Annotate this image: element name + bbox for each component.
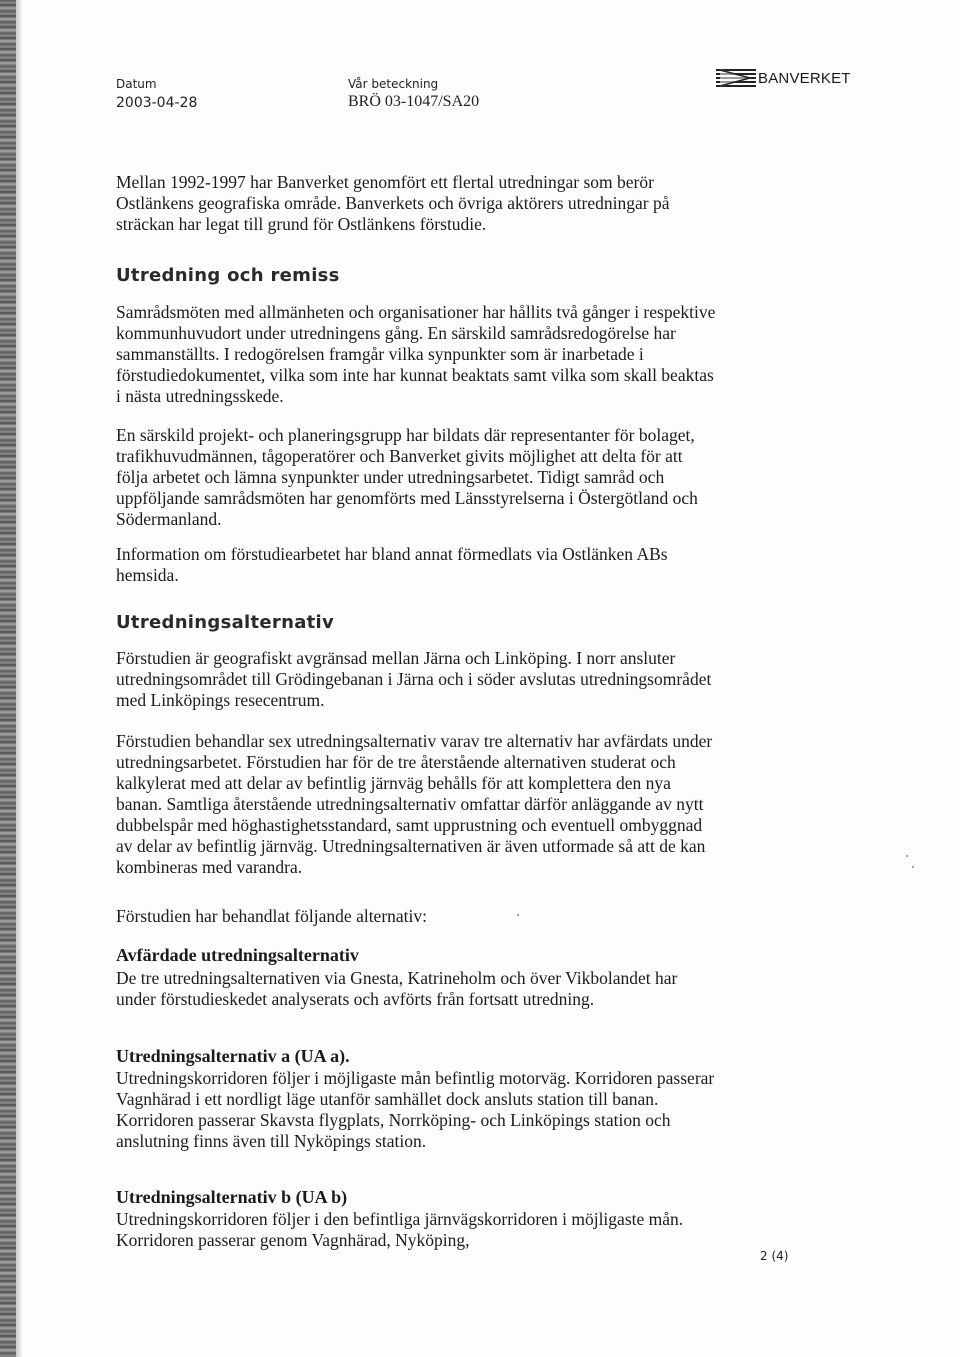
section-heading-utredningsalternativ: Utredningsalternativ [116, 612, 335, 633]
brand-name: BANVERKET [758, 69, 851, 87]
paragraph-ua-b: Utredningskorridoren följer i den befintliga järnvägskorridoren i möjligaste mån. Korridoren passerar genom Vagnhärad, Nyköping, [116, 1209, 684, 1250]
paragraph-geografiskt: Förstudien är geografiskt avgränsad mellan Järna och Linköping. I norr ansluter utredningsområdet till Grödingebanan i Järna och i söder avslutas utredningsområdet med Linköpings resecentrum. [116, 648, 712, 710]
subheading-ua-b: Utredningsalternativ b (UA b) [116, 1187, 348, 1207]
subheading-ua-a: Utredningsalternativ a (UA a). [116, 1046, 350, 1066]
paragraph-samradsmoten: Samrådsmöten med allmänheten och organisationer har hållits två gånger i respektive kommunhuvudort under utredningens gång. En särskild samrådsredogörelse har sammanställts. I redogörelsen framgår vilka synpunkter som är inarbetade i förstudiedokumentet, vilka som inte har kunnat beaktats samt vilka som skall beaktas i nästa utredningsskede. [116, 302, 716, 406]
paragraph-information: Information om förstudiearbetet har bland annat förmedlats via Ostlänken ABs hemsida. [116, 544, 668, 585]
section-heading-utredning: Utredning och remiss [116, 265, 340, 286]
scan-speck [906, 855, 908, 857]
date-value: 2003-04-28 [116, 95, 198, 111]
scan-speck [912, 866, 914, 868]
page-number: 2 (4) [760, 1249, 789, 1263]
subheading-avfardade: Avfärdade utredningsalternativ [116, 945, 359, 965]
paragraph-avfardade: De tre utredningsalternativen via Gnesta, Katrineholm och över Vikbolandet har under förstudieskedet analyserats och avförts från fortsatt utredning. [116, 968, 678, 1009]
scan-speck [517, 914, 519, 916]
scan-edge-artifact [0, 0, 16, 1357]
intro-paragraph: Mellan 1992-1997 har Banverket genomfört ett flertal utredningar som berör Ostlänkens geografiska område. Banverkets och övriga aktörers utredningar på sträckan har legat till grund för Ostlänkens förstudie. [116, 172, 670, 234]
paragraph-sex-alternativ: Förstudien behandlar sex utredningsalternativ varav tre alternativ har avfärdats under utredningsarbetet. Förstudien har för de tre återstående alternativen studerat och kalkylerat med att delar av befintlig järnväg behålls för att komplettera den nya banan. Samtliga återstående utredningsalternativ omfattar därför anläggande av nytt dubbelspår med höghastighetsstandard, samt upprustning och eventuell ombyggnad av delar av befintlig järnväg. Utredningsalternativen är även utformade så att de kan kombineras med varandra. [116, 731, 713, 877]
brand-logo [716, 68, 851, 88]
scan-edge-shadow [16, 0, 22, 1357]
reference-value: BRÖ 03-1047/SA20 [348, 93, 480, 110]
banverket-logo-icon [716, 68, 756, 88]
paragraph-ua-a: Utredningskorridoren följer i möjligaste mån befintlig motorväg. Korridoren passerar Vagnhärad i ett nordligt läge utanför samhället dock ansluts station till banan. Korridoren passerar Skavsta flygplats, Norrköping- och Linköpings station och anslutning finns även till Nyköpings station. [116, 1068, 715, 1151]
reference-label: Vår beteckning [348, 77, 439, 91]
date-label: Datum [116, 77, 157, 91]
paragraph-projektgrupp: En särskild projekt- och planeringsgrupp har bildats där representanter för bolaget, trafikhuvudmännen, tågoperatörer och Banverket givits möjlighet att delta för att följa arbetet och lämna synpunkter under utredningsarbetet. Tidigt samråd och uppföljande samrådsmöten har genomförts med Länsstyrelserna i Östergötland och Södermanland. [116, 425, 698, 529]
paragraph-foljande: Förstudien har behandlat följande alternativ: [116, 906, 428, 926]
